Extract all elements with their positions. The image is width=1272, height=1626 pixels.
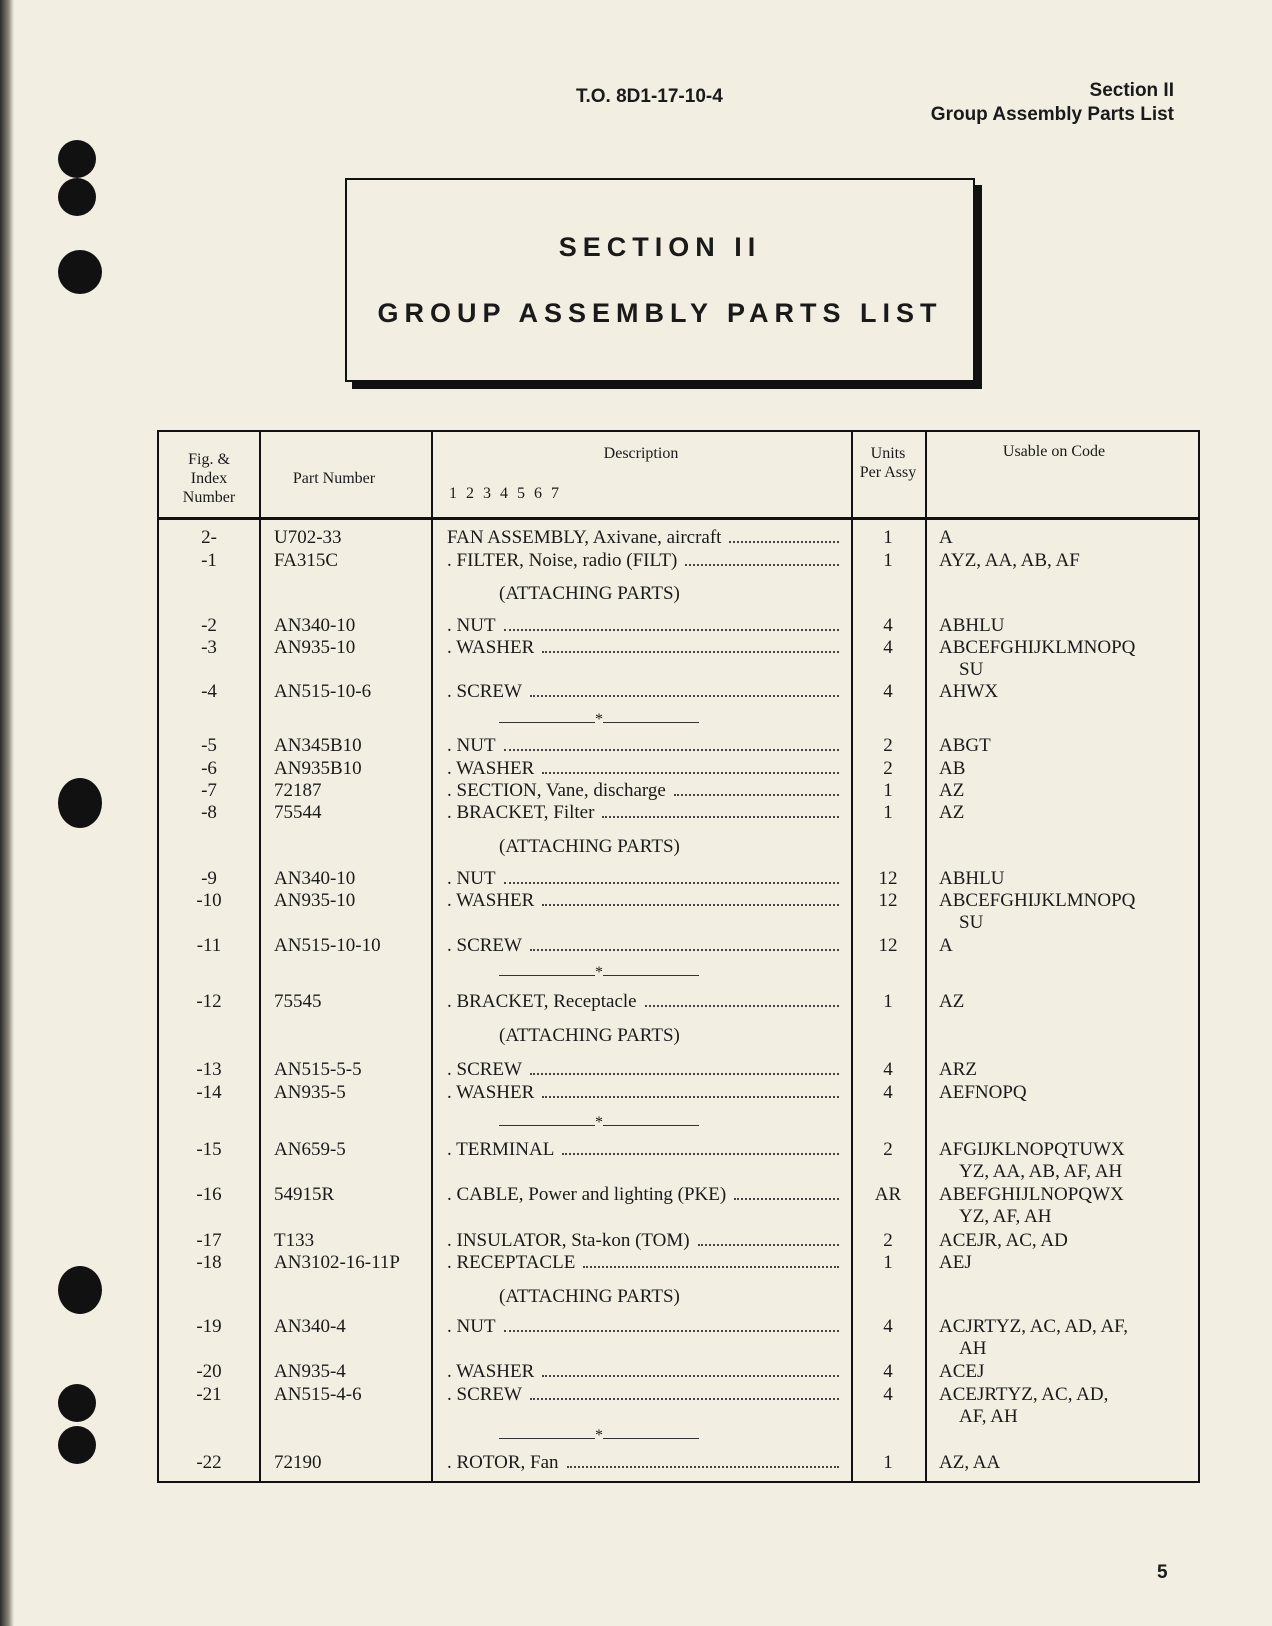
units-per-assy: 2 [883, 1230, 893, 1251]
usable-on-code: ACEJRTYZ, AC, AD, [939, 1384, 1109, 1405]
index-number: -22 [196, 1452, 222, 1473]
description [447, 681, 845, 703]
usable-on-code: AZ [939, 780, 965, 801]
part-number: AN935-4 [274, 1361, 346, 1382]
description-text: . NUT [447, 615, 496, 636]
units-per-assy: 1 [883, 1452, 893, 1473]
part-number: AN3102-16-11P [274, 1252, 400, 1273]
part-number: 72187 [274, 780, 322, 801]
description-text: . NUT [447, 1316, 496, 1337]
usable-on-code: AYZ, AA, AB, AF [939, 550, 1080, 571]
usable-on-code: AH [959, 1338, 987, 1359]
description [447, 935, 845, 957]
description [447, 868, 845, 890]
index-number: -9 [201, 868, 217, 889]
units-per-assy: 12 [878, 890, 898, 911]
part-number: AN515-10-6 [274, 681, 372, 702]
binding-hole [58, 1426, 96, 1464]
separator-line [499, 1427, 699, 1444]
usable-on-code: AZ, AA [939, 1452, 1001, 1473]
usable-on-code: ACEJR, AC, AD [939, 1230, 1068, 1251]
header-index: Fig. & Index Number [182, 451, 236, 506]
description-text: . BRACKET, Receptacle [447, 991, 637, 1012]
description [447, 1384, 845, 1406]
description-text: . SCREW [447, 935, 522, 956]
dot-leader [504, 615, 839, 631]
usable-on-code: ACEJ [939, 1361, 985, 1382]
description [447, 637, 845, 659]
units-per-assy: 4 [883, 681, 893, 702]
dot-leader [542, 758, 839, 774]
part-number: 54915R [274, 1184, 335, 1205]
usable-on-code: SU [959, 659, 984, 680]
part-number: 75544 [274, 802, 322, 823]
binding-hole [58, 1384, 96, 1422]
dot-leader [542, 890, 839, 906]
part-number: AN345B10 [274, 735, 362, 756]
column-divider [431, 432, 433, 1481]
part-number: AN935-5 [274, 1082, 346, 1103]
dot-leader [685, 550, 839, 566]
attaching-parts-label: (ATTACHING PARTS) [499, 583, 680, 604]
usable-on-code: AZ [939, 802, 965, 823]
part-number: AN935B10 [274, 758, 362, 779]
usable-on-code: SU [959, 912, 984, 933]
usable-on-code: A [939, 935, 953, 956]
description-text: . WASHER [447, 890, 535, 911]
dot-leader [504, 735, 839, 751]
dot-leader [729, 527, 839, 543]
part-number: 72190 [274, 1452, 322, 1473]
separator-asterisk: * [595, 964, 603, 981]
index-number: -19 [196, 1316, 222, 1337]
usable-on-code: A [939, 527, 953, 548]
binding-hole [58, 140, 96, 178]
part-number: U702-33 [274, 527, 342, 548]
description [447, 802, 845, 824]
index-number: -10 [196, 890, 222, 911]
usable-on-code: ABGT [939, 735, 991, 756]
binding-hole [58, 250, 102, 294]
description [447, 1059, 845, 1081]
usable-on-code: ACJRTYZ, AC, AD, AF, [939, 1316, 1128, 1337]
doc-number: T.O. 8D1-17-10-4 [576, 86, 723, 107]
column-divider [259, 432, 261, 1481]
usable-on-code: AEJ [939, 1252, 972, 1273]
index-number: -13 [196, 1059, 222, 1080]
index-number: -14 [196, 1082, 222, 1103]
separator-line [499, 964, 699, 981]
description-text: . SCREW [447, 681, 522, 702]
description-text: . WASHER [447, 637, 535, 658]
dot-leader [645, 991, 839, 1007]
description-text: . FILTER, Noise, radio (FILT) [447, 550, 678, 571]
units-per-assy: 1 [883, 991, 893, 1012]
index-number: -3 [201, 637, 217, 658]
part-number: AN340-10 [274, 868, 356, 889]
units-per-assy: 2 [883, 1139, 893, 1160]
description [447, 735, 845, 757]
header-divider [159, 517, 1198, 520]
index-number: -17 [196, 1230, 222, 1251]
usable-on-code: ABHLU [939, 868, 1005, 889]
index-number: -15 [196, 1139, 222, 1160]
title-box [345, 178, 975, 382]
units-per-assy: 2 [883, 735, 893, 756]
part-number: T133 [274, 1230, 315, 1251]
description-text: . INSULATOR, Sta-kon (TOM) [447, 1230, 690, 1251]
part-number: AN659-5 [274, 1139, 346, 1160]
separator-line [499, 711, 699, 728]
description-text: . NUT [447, 868, 496, 889]
index-number: -18 [196, 1252, 222, 1273]
dot-leader [542, 637, 839, 653]
dot-leader [530, 935, 839, 951]
units-per-assy: 4 [883, 1361, 893, 1382]
dot-leader [530, 1384, 839, 1400]
header-description: Description [603, 445, 679, 462]
description-text: . BRACKET, Filter [447, 802, 595, 823]
description [447, 1316, 845, 1338]
index-number: -12 [196, 991, 222, 1012]
description [447, 550, 845, 572]
units-per-assy: 12 [878, 935, 898, 956]
dot-leader [734, 1184, 839, 1200]
separator-asterisk: * [595, 1114, 603, 1131]
dot-leader [530, 1059, 839, 1075]
index-number: -20 [196, 1361, 222, 1382]
part-number: AN935-10 [274, 637, 356, 658]
description-text: . RECEPTACLE [447, 1252, 576, 1273]
description [447, 758, 845, 780]
units-per-assy: 4 [883, 637, 893, 658]
description-text: . TERMINAL [447, 1139, 555, 1160]
separator-asterisk: * [595, 1427, 603, 1444]
units-per-assy: 1 [883, 550, 893, 571]
section-subheading: GROUP ASSEMBLY PARTS LIST [377, 298, 943, 328]
description [447, 780, 845, 802]
description [447, 890, 845, 912]
index-number: -4 [201, 681, 217, 702]
section-heading: SECTION II [558, 232, 762, 262]
dot-leader [602, 802, 839, 818]
usable-on-code: AEFNOPQ [939, 1082, 1027, 1103]
description [447, 527, 845, 549]
description-text: . ROTOR, Fan [447, 1452, 559, 1473]
description-text: . SCREW [447, 1384, 522, 1405]
description [447, 1452, 845, 1474]
description-text: . SECTION, Vane, discharge [447, 780, 666, 801]
units-per-assy: 1 [883, 1252, 893, 1273]
units-per-assy: 2 [883, 758, 893, 779]
description-text: . WASHER [447, 758, 535, 779]
binding-hole [58, 1266, 102, 1314]
index-number: -1 [201, 550, 217, 571]
description-text: . CABLE, Power and lighting (PKE) [447, 1184, 727, 1205]
index-number: -5 [201, 735, 217, 756]
binding-hole [58, 178, 96, 216]
dot-leader [562, 1139, 839, 1155]
separator-line [499, 1114, 699, 1131]
page-edge-shadow [0, 0, 14, 1626]
usable-on-code: ABHLU [939, 615, 1005, 636]
description-text: . SCREW [447, 1059, 522, 1080]
index-number: -7 [201, 780, 217, 801]
header-part: Part Number [292, 470, 376, 487]
description [447, 1252, 845, 1274]
description-text: . WASHER [447, 1082, 535, 1103]
usable-on-code: ABEFGHIJLNOPQWX [939, 1184, 1124, 1205]
description [447, 1184, 845, 1206]
units-per-assy: 4 [883, 1384, 893, 1405]
description-text: . WASHER [447, 1361, 535, 1382]
usable-on-code: AHWX [939, 681, 999, 702]
units-per-assy: 4 [883, 1082, 893, 1103]
usable-on-code: ARZ [939, 1059, 977, 1080]
description-text: . NUT [447, 735, 496, 756]
part-number: FA315C [274, 550, 339, 571]
usable-on-code: AZ [939, 991, 965, 1012]
usable-on-code: AF, AH [959, 1406, 1018, 1427]
dot-leader [583, 1252, 839, 1268]
part-number: AN340-10 [274, 615, 356, 636]
part-number: AN935-10 [274, 890, 356, 911]
separator-asterisk: * [595, 711, 603, 728]
header-code: Usable on Code [1002, 443, 1106, 460]
part-number: AN515-5-5 [274, 1059, 362, 1080]
index-number: -16 [196, 1184, 222, 1205]
index-number: -2 [201, 615, 217, 636]
dot-leader [530, 681, 839, 697]
binding-hole [58, 778, 102, 828]
usable-on-code: ABCEFGHIJKLMNOPQ [939, 637, 1136, 658]
usable-on-code: YZ, AA, AB, AF, AH [959, 1161, 1123, 1182]
section-label: Section II [1089, 80, 1174, 101]
index-number: -6 [201, 758, 217, 779]
page-number: 5 [1157, 1562, 1168, 1583]
description [447, 1139, 845, 1161]
attaching-parts-label: (ATTACHING PARTS) [499, 1286, 680, 1307]
description [447, 991, 845, 1013]
index-number: -11 [196, 935, 222, 956]
description-text: FAN ASSEMBLY, Axivane, aircraft [447, 527, 722, 548]
usable-on-code: YZ, AF, AH [959, 1206, 1052, 1227]
dot-leader [567, 1452, 839, 1468]
units-per-assy: 1 [883, 527, 893, 548]
usable-on-code: AB [939, 758, 966, 779]
description [447, 1361, 845, 1383]
header-units: Units Per Assy [859, 445, 917, 481]
units-per-assy: 1 [883, 802, 893, 823]
section-title-header: Group Assembly Parts List [930, 104, 1174, 125]
dot-leader [542, 1361, 839, 1377]
index-number: 2- [201, 527, 217, 548]
index-number: -8 [201, 802, 217, 823]
part-number: AN340-4 [274, 1316, 346, 1337]
units-per-assy: 4 [883, 1316, 893, 1337]
index-number: -21 [196, 1384, 222, 1405]
part-number: AN515-10-10 [274, 935, 381, 956]
dot-leader [698, 1230, 839, 1246]
parts-list-table [157, 430, 1200, 1483]
units-per-assy: 12 [878, 868, 898, 889]
part-number: 75545 [274, 991, 322, 1012]
usable-on-code: ABCEFGHIJKLMNOPQ [939, 890, 1136, 911]
description [447, 1230, 845, 1252]
units-per-assy: 4 [883, 1059, 893, 1080]
attaching-parts-label: (ATTACHING PARTS) [499, 1025, 680, 1046]
units-per-assy: 1 [883, 780, 893, 801]
usable-on-code: AFGIJKLNOPQTUWX [939, 1139, 1125, 1160]
units-per-assy: 4 [883, 615, 893, 636]
column-divider [925, 432, 927, 1481]
description [447, 1082, 845, 1104]
header-indent-levels: 1 2 3 4 5 6 7 [449, 485, 559, 502]
dot-leader [504, 868, 839, 884]
units-per-assy: AR [874, 1184, 902, 1205]
part-number: AN515-4-6 [274, 1384, 362, 1405]
dot-leader [674, 780, 839, 796]
dot-leader [542, 1082, 839, 1098]
attaching-parts-label: (ATTACHING PARTS) [499, 836, 680, 857]
dot-leader [504, 1316, 839, 1332]
description [447, 615, 845, 637]
